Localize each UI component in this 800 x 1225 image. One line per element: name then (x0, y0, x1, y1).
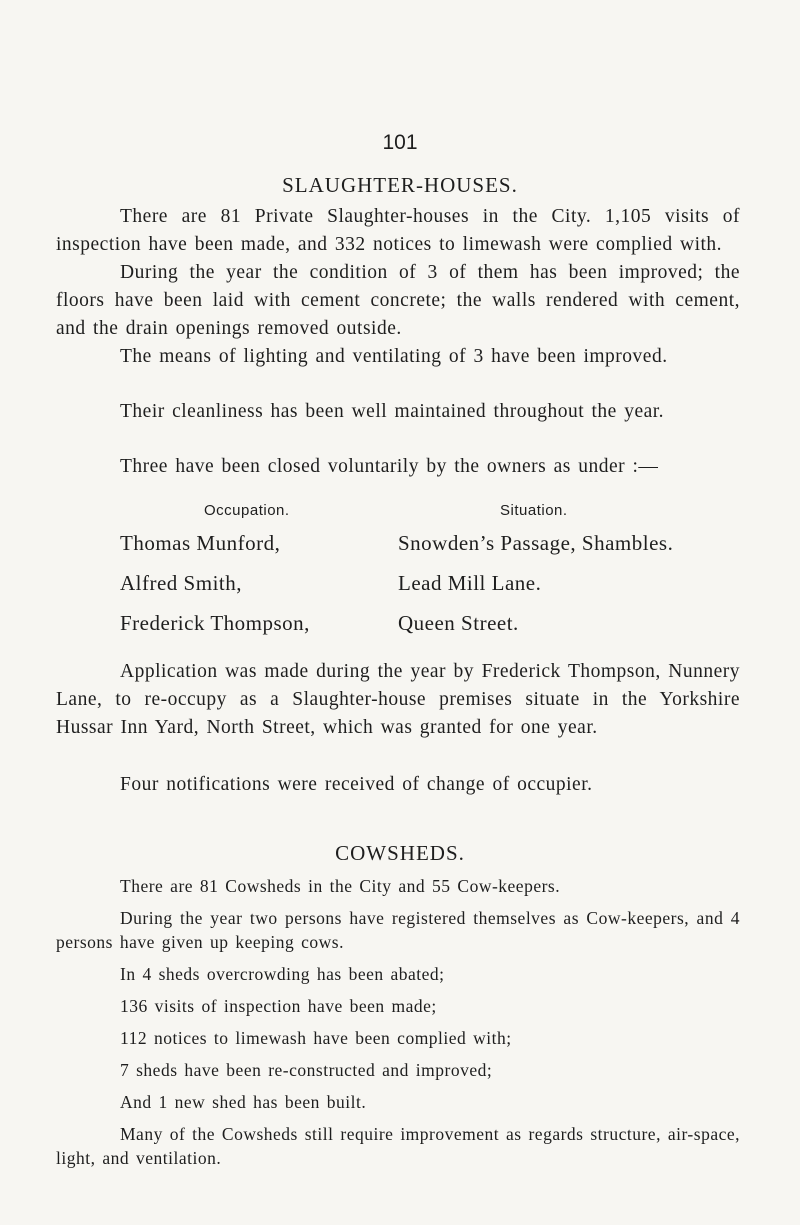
paragraph: There are 81 Private Slaughter-houses in the City. 1,105 visits of inspection have been made, and 332 notices to limewash were complied with. (56, 206, 740, 255)
paragraph: And 1 new shed has been built. (120, 1092, 367, 1112)
table-cell-situation: Queen Street. (398, 611, 519, 635)
paragraph: 112 notices to limewash have been complied with; (120, 1028, 512, 1048)
table-header-situation: Situation. (500, 502, 568, 519)
table-cell-occupation: Frederick Thompson, (120, 611, 310, 635)
paragraph: Four notifications were received of change of occupier. (120, 774, 593, 795)
paragraph: Their cleanliness has been well maintained throughout the year. (120, 401, 665, 422)
page-number: 101 (382, 131, 418, 154)
table-header-occupation: Occupation. (204, 502, 290, 519)
paragraph: Application was made during the year by Frederick Thompson, Nunnery Lane, to re-occupy as a Slaughter-house premises situate in the Yorkshire Hussar Inn Yard, North Street, which was granted for one year. (56, 661, 740, 738)
paragraph: In 4 sheds overcrowding has been abated; (120, 964, 445, 984)
section-heading-slaughter-houses: SLAUGHTER-HOUSES. (282, 173, 518, 197)
paragraph: There are 81 Cowsheds in the City and 55 Cow-keepers. (120, 876, 561, 896)
paragraph: During the year two persons have registered themselves as Cow-keepers, and 4 persons have given up keeping cows. (56, 908, 740, 952)
paragraph: Three have been closed voluntarily by the owners as under :— (120, 456, 659, 477)
section-heading-cowsheds: COWSHEDS. (335, 841, 465, 865)
paragraph: During the year the condition of 3 of them has been improved; the floors have been laid with cement concrete; the walls rendered with cement, and the drain openings removed outside. (56, 262, 740, 339)
table-cell-situation: Lead Mill Lane. (398, 571, 542, 595)
table-cell-situation: Snowden’s Passage, Shambles. (398, 531, 674, 555)
paragraph: 7 sheds have been re-constructed and improved; (120, 1060, 493, 1080)
table-cell-occupation: Thomas Munford, (120, 531, 281, 555)
paragraph: 136 visits of inspection have been made; (120, 996, 437, 1016)
paragraph: The means of lighting and ventilating of 3 have been improved. (120, 346, 668, 367)
paragraph: Many of the Cowsheds still require improvement as regards structure, air-space, light, and ventilation. (56, 1124, 740, 1168)
table-cell-occupation: Alfred Smith, (120, 571, 242, 595)
